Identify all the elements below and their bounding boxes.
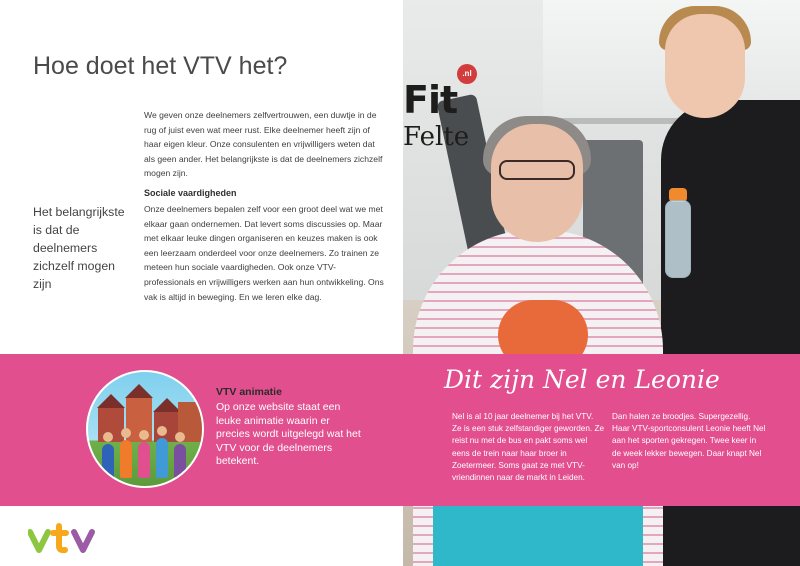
story-column-1: Nel is al 10 jaar deelnemer bij het VTV. Ze is een stuk zelfstandiger geworden. Ze reist nu met de bus en pakt soms wel eens de trein naar haar broer in Zoetermeer. Soms gaat ze met VTV-vriendinnen naar de markt in Leiden. (452, 412, 605, 483)
illustration-person-head (121, 428, 131, 438)
section-heading: Sociale vaardigheden (144, 188, 237, 198)
illustration-person-head (175, 432, 185, 442)
animation-illustration[interactable] (86, 370, 204, 488)
photo-leonie-head (665, 14, 745, 118)
pull-quote: Het belangrijkste is dat de deelnemers zichzelf mogen zijn (33, 205, 125, 291)
story-column-2: Dan halen ze broodjes. Supergezellig. Haar VTV-sportconsulent Leonie heeft Nel aan het sporten gekregen. Twee keer in de week lekker bewegen. Daar knapt Nel van op! (612, 412, 766, 470)
illustration-person-head (157, 426, 167, 436)
illustration-person (156, 438, 168, 478)
illustration-roof (125, 384, 153, 398)
illustration-roof (153, 398, 181, 412)
animation-description: Op onze website staat een leuke animatie waarin er precies wordt uitgelegd wat het VTV voor de deelnemers betekent. (216, 401, 361, 468)
photo-sign-fit: Fit (403, 78, 458, 122)
story-title: Dit zijn Nel en Leonie (444, 365, 720, 394)
illustration-person-head (103, 432, 113, 442)
vtv-logo (28, 522, 98, 554)
photo-sign-felte: Felte (403, 122, 470, 152)
section-paragraph: Onze deelnemers bepalen zelf voor een groot deel wat we met elkaar gaan ondernemen. Dat levert soms discussies op. Maar met elkaar leuke dingen organiseren en keuzes maken is ook een leerzaam onderdeel voor onze deelnemers. Zo trainen ze meteen hun sociale vaardigheden. Ook onze VTV-professionals en vrijwilligers werken aan hun ontwikkeling. Ons vak is altijd in beweging. En we leren elke dag. (144, 204, 384, 302)
photo-bottle (665, 200, 691, 278)
illustration-person (120, 440, 132, 478)
illustration-person (174, 444, 186, 478)
animation-title: VTV animatie (216, 386, 282, 398)
illustration-person-head (139, 430, 149, 440)
illustration-person (102, 444, 114, 478)
photo-nel-head (491, 124, 583, 242)
photo-nel-glasses (499, 160, 575, 180)
page-title: Hoe doet het VTV het? (33, 52, 288, 80)
intro-paragraph: We geven onze deelnemers zelfvertrouwen, een duwtje in de rug of juist even wat meer rust. Elke deelnemer heeft zijn of haar eigen kleur. Onze consulenten en vrijwilligers weten dat als geen ander. Het belangrijkste is dat de deelnemers zichzelf mogen zijn. (144, 110, 383, 179)
photo-pants (433, 505, 643, 566)
illustration-roof (97, 394, 125, 408)
illustration-person (138, 442, 150, 478)
photo-sign-badge: .nl (457, 64, 477, 84)
